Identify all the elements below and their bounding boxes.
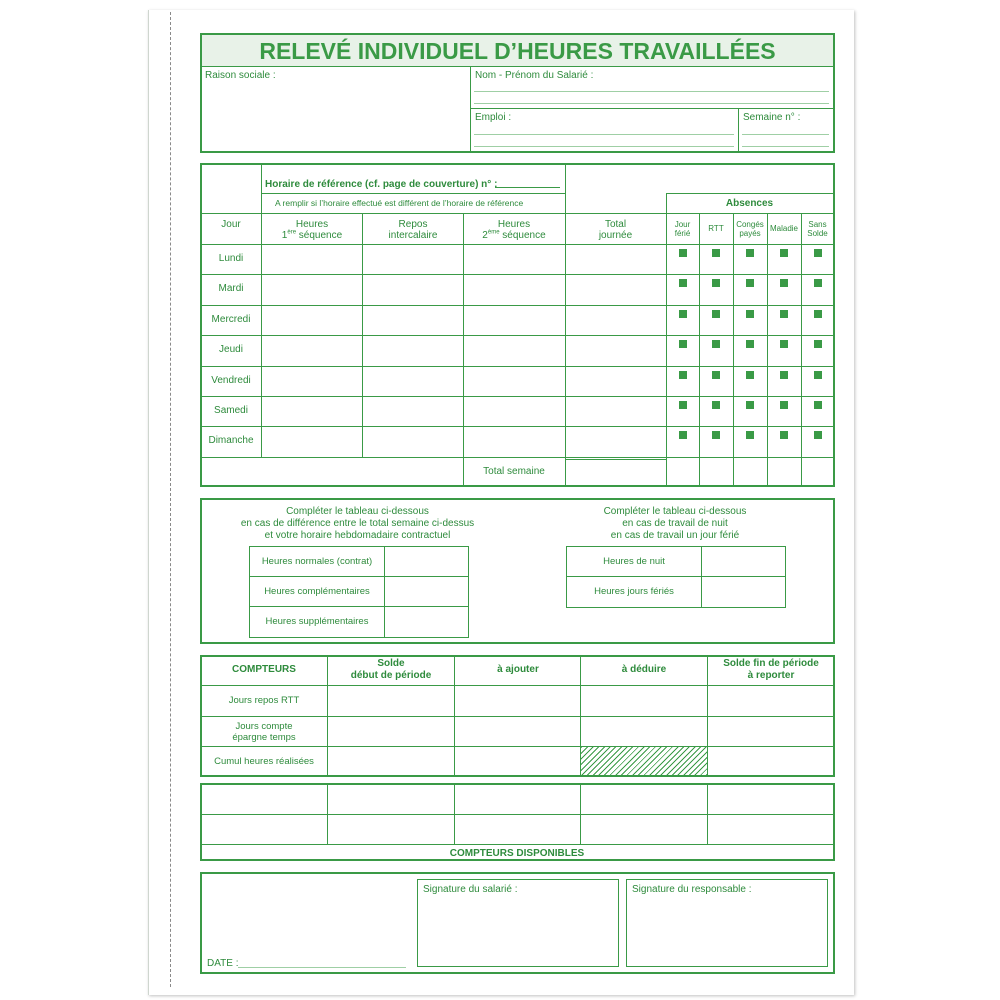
hours-row-label: Heures normales (contrat) bbox=[261, 556, 373, 567]
right-instruction: en cas de travail un jour férié bbox=[610, 530, 740, 541]
compteur-cell[interactable] bbox=[708, 687, 834, 715]
total-semaine-field[interactable] bbox=[566, 460, 665, 485]
absence-checkbox[interactable] bbox=[746, 249, 754, 257]
absence-checkbox[interactable] bbox=[679, 310, 687, 318]
compteur-cell[interactable] bbox=[581, 687, 707, 715]
absence-checkbox[interactable] bbox=[712, 431, 720, 439]
compteur-row-label: Jours compte bbox=[235, 721, 293, 732]
time-cell[interactable] bbox=[464, 275, 565, 304]
raison-sociale-label: Raison sociale : bbox=[205, 70, 276, 81]
compteur-cell[interactable] bbox=[455, 748, 580, 776]
time-cell[interactable] bbox=[363, 427, 463, 456]
time-cell[interactable] bbox=[566, 306, 666, 335]
left-instruction: Compléter le tableau ci-dessous bbox=[286, 506, 429, 517]
day-label: Vendredi bbox=[211, 375, 251, 386]
day-label: Samedi bbox=[214, 405, 248, 416]
hours-row-label: Heures jours fériés bbox=[594, 586, 674, 597]
absence-checkbox[interactable] bbox=[814, 401, 822, 409]
day-label: Mercredi bbox=[211, 314, 251, 325]
time-cell[interactable] bbox=[262, 397, 362, 426]
right-instruction: Compléter le tableau ci-dessous bbox=[603, 506, 747, 517]
absence-checkbox[interactable] bbox=[780, 279, 788, 287]
col-compteurs: COMPTEURS bbox=[232, 664, 296, 675]
grid-line bbox=[666, 193, 834, 194]
time-cell[interactable] bbox=[566, 245, 666, 274]
absence-checkbox[interactable] bbox=[780, 371, 788, 379]
nom-prenom-label: Nom - Prénom du Salarié : bbox=[475, 70, 594, 81]
grid-line bbox=[201, 457, 834, 458]
disponible-cell[interactable] bbox=[328, 816, 454, 844]
absence-checkbox[interactable] bbox=[679, 249, 687, 257]
left-instruction: et votre horaire hebdomadaire contractuel bbox=[264, 530, 451, 541]
col-heures-2-sequence: 2ème séquence bbox=[482, 229, 546, 241]
hours-row-label: Heures de nuit bbox=[603, 556, 665, 567]
absence-checkbox[interactable] bbox=[780, 249, 788, 257]
grid-line bbox=[699, 214, 700, 487]
absence-checkbox[interactable] bbox=[814, 310, 822, 318]
disponible-cell[interactable] bbox=[328, 786, 454, 814]
page-title: RELEVÉ INDIVIDUEL D’HEURES TRAVAILLÉES bbox=[259, 38, 776, 64]
col-solde-fin-b: à reporter bbox=[747, 670, 795, 681]
disponible-cell[interactable] bbox=[455, 786, 580, 814]
absence-checkbox[interactable] bbox=[746, 431, 754, 439]
right-instruction: en cas de travail de nuit bbox=[622, 518, 728, 529]
semaine-label: Semaine n° : bbox=[743, 112, 801, 123]
signature-responsable-label: Signature du responsable : bbox=[632, 884, 752, 895]
day-label: Lundi bbox=[218, 253, 244, 264]
compteur-cell[interactable] bbox=[328, 718, 454, 746]
grid-line bbox=[201, 685, 834, 686]
compteurs-disponibles-label: COMPTEURS DISPONIBLES bbox=[449, 848, 585, 859]
horaire-reference-label: Horaire de référence (cf. page de couverture) n° : bbox=[265, 179, 498, 190]
grid-line bbox=[801, 214, 802, 487]
header-divider bbox=[470, 67, 471, 151]
time-cell[interactable] bbox=[363, 275, 463, 304]
time-cell[interactable] bbox=[464, 397, 565, 426]
time-cell[interactable] bbox=[566, 336, 666, 365]
absences-title: Absences bbox=[725, 198, 774, 209]
horaire-reference-field[interactable] bbox=[495, 176, 560, 188]
absence-checkbox[interactable] bbox=[780, 431, 788, 439]
grid-line bbox=[201, 213, 834, 214]
total-semaine-label: Total semaine bbox=[483, 466, 545, 477]
header-divider bbox=[738, 108, 739, 151]
day-label: Jeudi bbox=[219, 344, 243, 355]
absence-checkbox[interactable] bbox=[712, 249, 720, 257]
col-heures-2-label: Heures bbox=[497, 219, 531, 230]
time-cell[interactable] bbox=[262, 275, 362, 304]
col-heures-1-label: Heures bbox=[295, 219, 329, 230]
raison-sociale-field[interactable] bbox=[204, 82, 466, 148]
abs-col-label: RTT bbox=[708, 224, 724, 233]
absence-checkbox[interactable] bbox=[746, 340, 754, 348]
absence-checkbox[interactable] bbox=[780, 401, 788, 409]
time-cell[interactable] bbox=[566, 427, 666, 456]
absence-checkbox[interactable] bbox=[746, 401, 754, 409]
left-instruction: en cas de différence entre le total semaine ci-dessus bbox=[240, 518, 475, 529]
abs-col-label: Maladie bbox=[769, 224, 798, 233]
absence-checkbox[interactable] bbox=[746, 310, 754, 318]
col-repos-label: Repos bbox=[398, 219, 428, 230]
hours-row-label: Heures supplémentaires bbox=[265, 616, 369, 627]
hours-input-cell[interactable] bbox=[385, 577, 468, 606]
disponible-cell[interactable] bbox=[202, 786, 327, 814]
hatched-cell bbox=[581, 747, 707, 775]
abs-col-label: Jour bbox=[674, 220, 691, 229]
compteur-row-label: Cumul heures réalisées bbox=[214, 756, 314, 767]
grid-line bbox=[201, 716, 834, 717]
disponible-cell[interactable] bbox=[455, 816, 580, 844]
col-deduire: à déduire bbox=[621, 664, 667, 675]
disponible-cell[interactable] bbox=[581, 816, 707, 844]
compteur-cell[interactable] bbox=[708, 748, 834, 776]
time-cell[interactable] bbox=[566, 397, 666, 426]
disponible-cell[interactable] bbox=[708, 816, 834, 844]
date-field[interactable] bbox=[238, 955, 406, 968]
horaire-note: A remplir si l’horaire effectué est différent de l’horaire de référence bbox=[275, 198, 524, 208]
absence-checkbox[interactable] bbox=[746, 371, 754, 379]
grid-line bbox=[767, 214, 768, 487]
time-cell[interactable] bbox=[363, 336, 463, 365]
col-repos-intercalaire: intercalaire bbox=[388, 230, 438, 241]
absence-checkbox[interactable] bbox=[712, 340, 720, 348]
emploi-label: Emploi : bbox=[475, 112, 512, 123]
emploi-field[interactable] bbox=[474, 124, 734, 148]
time-cell[interactable] bbox=[464, 427, 565, 456]
grid-line bbox=[201, 746, 834, 747]
absence-checkbox[interactable] bbox=[679, 340, 687, 348]
compteur-row-label: épargne temps bbox=[232, 732, 296, 743]
col-total-journee: journée bbox=[598, 230, 633, 241]
time-cell[interactable] bbox=[363, 397, 463, 426]
time-cell[interactable] bbox=[262, 367, 362, 396]
col-solde-fin: Solde fin de période bbox=[723, 658, 819, 669]
semaine-field[interactable] bbox=[742, 124, 829, 148]
absence-checkbox[interactable] bbox=[814, 249, 822, 257]
col-solde-debut: Solde bbox=[377, 658, 405, 669]
time-cell[interactable] bbox=[464, 336, 565, 365]
absence-checkbox[interactable] bbox=[679, 431, 687, 439]
compteur-cell[interactable] bbox=[708, 718, 834, 746]
day-label: Mardi bbox=[218, 283, 244, 294]
disponible-cell[interactable] bbox=[581, 786, 707, 814]
abs-col-label: férié bbox=[674, 229, 691, 238]
hours-input-cell[interactable] bbox=[702, 547, 785, 576]
hours-input-cell[interactable] bbox=[702, 577, 785, 606]
time-cell[interactable] bbox=[566, 275, 666, 304]
absence-checkbox[interactable] bbox=[746, 279, 754, 287]
perforation-line bbox=[170, 12, 171, 987]
absence-checkbox[interactable] bbox=[712, 371, 720, 379]
time-cell[interactable] bbox=[363, 245, 463, 274]
grid-line bbox=[201, 844, 834, 845]
grid-line bbox=[201, 814, 834, 815]
absence-checkbox[interactable] bbox=[814, 431, 822, 439]
col-total-label: Total bbox=[604, 219, 627, 230]
absence-checkbox[interactable] bbox=[712, 310, 720, 318]
time-cell[interactable] bbox=[464, 245, 565, 274]
hours-row-label: Heures complémentaires bbox=[264, 586, 370, 597]
absence-checkbox[interactable] bbox=[712, 401, 720, 409]
absence-checkbox[interactable] bbox=[679, 279, 687, 287]
absence-checkbox[interactable] bbox=[814, 371, 822, 379]
time-cell[interactable] bbox=[262, 427, 362, 456]
time-cell[interactable] bbox=[464, 306, 565, 335]
compteur-cell[interactable] bbox=[455, 687, 580, 715]
abs-col-label: Sans bbox=[808, 220, 827, 229]
time-cell[interactable] bbox=[262, 245, 362, 274]
absence-checkbox[interactable] bbox=[814, 279, 822, 287]
time-cell[interactable] bbox=[262, 336, 362, 365]
col-heures-1-sequence: 1ère séquence bbox=[281, 229, 343, 241]
compteur-row-label: Jours repos RTT bbox=[228, 695, 300, 706]
time-cell[interactable] bbox=[566, 367, 666, 396]
compteur-cell[interactable] bbox=[328, 748, 454, 776]
disponible-cell[interactable] bbox=[202, 816, 327, 844]
time-cell[interactable] bbox=[363, 306, 463, 335]
absence-checkbox[interactable] bbox=[679, 371, 687, 379]
absence-checkbox[interactable] bbox=[780, 310, 788, 318]
hours-input-cell[interactable] bbox=[385, 607, 468, 636]
absence-checkbox[interactable] bbox=[712, 279, 720, 287]
grid-line bbox=[261, 193, 565, 194]
grid-line bbox=[733, 214, 734, 487]
time-cell[interactable] bbox=[363, 367, 463, 396]
absence-checkbox[interactable] bbox=[679, 401, 687, 409]
col-jour: Jour bbox=[221, 219, 241, 230]
compteur-cell[interactable] bbox=[581, 718, 707, 746]
hours-input-cell[interactable] bbox=[385, 547, 468, 576]
absence-checkbox[interactable] bbox=[780, 340, 788, 348]
abs-col-label: Solde bbox=[807, 229, 828, 238]
signature-salarie-label: Signature du salarié : bbox=[423, 884, 518, 895]
time-cell[interactable] bbox=[262, 306, 362, 335]
abs-col-label: Congés bbox=[736, 220, 764, 229]
col-solde-debut-b: début de période bbox=[350, 670, 432, 681]
nom-prenom-field[interactable] bbox=[474, 82, 829, 106]
compteur-cell[interactable] bbox=[455, 718, 580, 746]
absence-checkbox[interactable] bbox=[814, 340, 822, 348]
time-cell[interactable] bbox=[464, 367, 565, 396]
date-label: DATE : bbox=[207, 958, 239, 969]
day-label: Dimanche bbox=[208, 435, 254, 446]
abs-col-label: payés bbox=[739, 229, 761, 238]
compteur-cell[interactable] bbox=[328, 687, 454, 715]
header-divider bbox=[470, 108, 833, 109]
col-ajouter: à ajouter bbox=[497, 664, 539, 675]
disponible-cell[interactable] bbox=[708, 786, 834, 814]
